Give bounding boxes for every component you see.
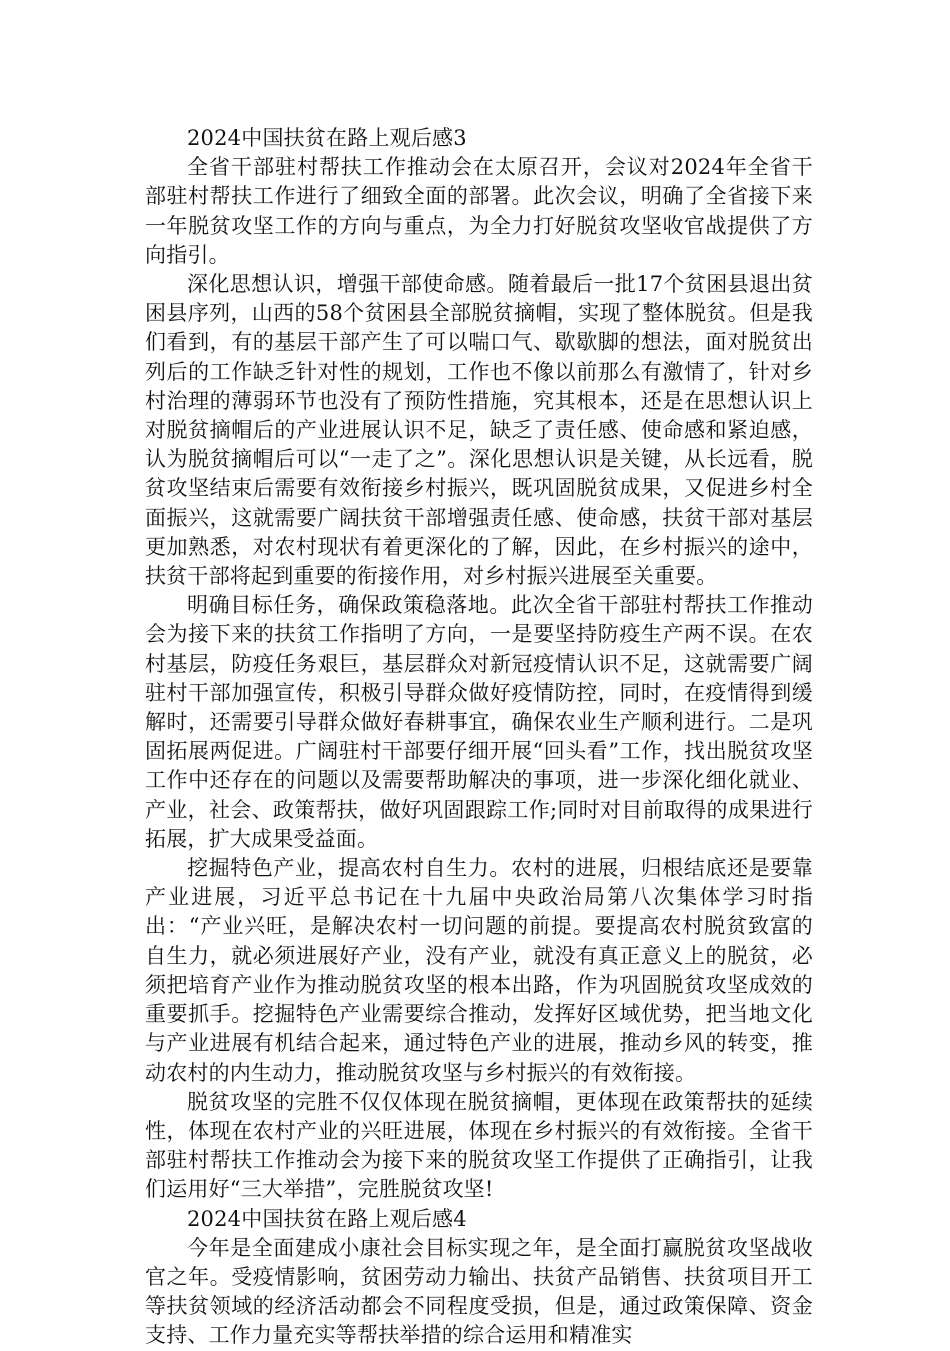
section-3-paragraph-3: 明确目标任务，确保政策稳落地。此次全省干部驻村帮扶工作推动会为接下来的扶贫工作指明了方向，一是要坚持防疫生产两不误。在农村基层，防疫任务艰巨，基层群众对新冠疫情认识不足，这就需要广阔驻村干部加强宣传，积极引导群众做好疫情防控，同时，在疫情得到缓解时，还需要引导群众做好春耕事宜，确保农业生产顺利进行。二是巩固拓展两促进。广阔驻村干部要仔细开展“回头看”工作，找出脱贫攻坚工作中还存在的问题以及需要帮助解决的事项，进一步深化细化就业、产业，社会、政策帮扶，做好巩固跟踪工作;同时对目前取得的成果进行拓展，扩大成果受益面。 bbox=[145, 593, 813, 851]
section-3-title: 2024中国扶贫在路上观后感3 bbox=[187, 126, 467, 150]
section-4-title: 2024中国扶贫在路上观后感4 bbox=[187, 1206, 467, 1231]
section-3-paragraph-4: 挖掘特色产业，提高农村自生力。农村的进展，归根结底还是要靠产业进展，习近平总书记在十九届中央政治局第八次集体学习时指出：“产业兴旺，是解决农村一切问题的前提。要提高农村脱贫致富的自生力，就必须进展好产业，没有产业，就没有真正意义上的脱贫，必须把培育产业作为推动脱贫攻坚的根本出路，作为巩固脱贫攻坚成效的重要抓手。挖掘特色产业需要综合推动，发挥好区域优势，把当地文化与产业进展有机结合起来，通过特色产业的进展，推动乡风的转变，推动农村的内生动力，推动脱贫攻坚与乡村振兴的有效衔接。 bbox=[145, 856, 813, 1085]
document-body bbox=[145, 124, 813, 1351]
section-4-paragraph-1: 今年是全面建成小康社会目标实现之年，是全面打赢脱贫攻坚战收官之年。受疫情影响，贫困劳动力输出、扶贫产品销售、扶贫项目开工等扶贫领域的经济活动都会不同程度受损，但是，通过政策保障、资金支持、工作力量充实等帮扶举措的综合运用和精准实 bbox=[145, 1235, 813, 1348]
section-3-paragraph-5: 脱贫攻坚的完胜不仅仅体现在脱贫摘帽，更体现在政策帮扶的延续性，体现在农村产业的兴旺进展，体现在乡村振兴的有效衔接。全省干部驻村帮扶工作推动会为接下来的脱贫攻坚工作提供了正确指引，让我们运用好“三大举措”，完胜脱贫攻坚! bbox=[145, 1089, 813, 1202]
section-3-paragraph-1: 全省干部驻村帮扶工作推动会在太原召开，会议对2024年全省干部驻村帮扶工作进行了细致全面的部署。此次会议，明确了全省接下来一年脱贫攻坚工作的方向与重点，为全力打好脱贫攻坚收官战提供了方向指引。 bbox=[145, 155, 813, 267]
section-3-paragraph-2: 深化思想认识，增强干部使命感。随着最后一批17个贫困县退出贫困县序列，山西的58个贫困县全部脱贫摘帽，实现了整体脱贫。但是我们看到，有的基层干部产生了可以喘口气、歇歇脚的想法，面对脱贫出列后的工作缺乏针对性的规划，工作也不像以前那么有激情了，针对乡村治理的薄弱环节也没有了预防性措施，究其根本，还是在思想认识上对脱贫摘帽后的产业进展认识不足，缺乏了责任感、使命感和紧迫感，认为脱贫摘帽后可以“一走了之”。深化思想认识是关键，从长远看，脱贫攻坚结束后需要有效衔接乡村振兴，既巩固脱贫成果，又促进乡村全面振兴，这就需要广阔扶贫干部增强责任感、使命感，扶贫干部对基层更加熟悉，对农村现状有着更深化的了解，因此，在乡村振兴的途中，扶贫干部将起到重要的衔接作用，对乡村振兴进展至关重要。 bbox=[145, 272, 813, 589]
